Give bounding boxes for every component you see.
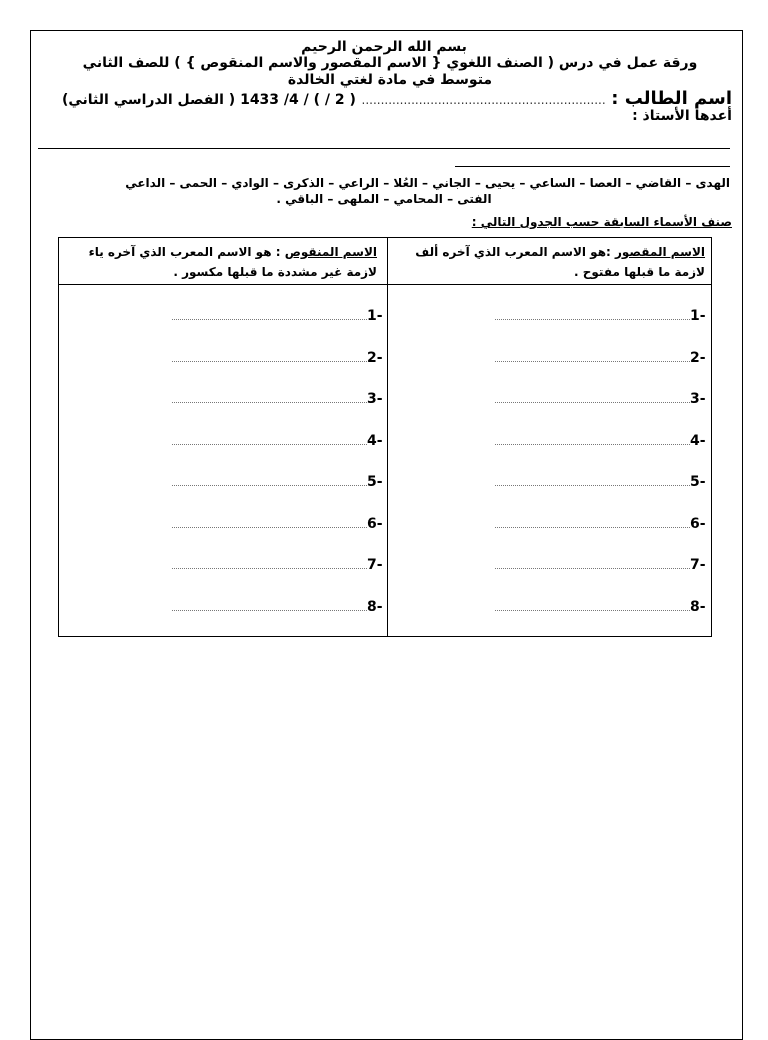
answer-blank[interactable] — [495, 392, 690, 403]
row-number: 2- — [690, 350, 706, 366]
row-number: 4- — [367, 433, 383, 449]
row-number: 8- — [367, 599, 383, 615]
maqsur-answer-row[interactable] — [495, 308, 706, 324]
row-number: 2- — [367, 350, 383, 366]
word-bank-line2: الفتى – المحامي – الملهى – الباقي . — [276, 192, 492, 206]
answer-blank[interactable] — [172, 600, 367, 611]
answer-blank[interactable] — [172, 351, 367, 362]
answer-blank[interactable] — [172, 309, 367, 320]
word-bank-line1: الهدى – القاضي – العصا – الساعي – يحيى – الجاني – العُلا – الراعي – الذكرى – الوادي – الحمى – الداعي — [125, 176, 730, 190]
header-divider — [38, 148, 730, 149]
maqsur-answer-row[interactable] — [495, 516, 706, 532]
manqus-answer-row[interactable] — [172, 350, 383, 366]
maqsur-answer-row[interactable] — [495, 599, 706, 615]
row-number: 7- — [690, 557, 706, 573]
manqus-answer-row[interactable] — [172, 516, 383, 532]
row-number: 3- — [367, 391, 383, 407]
answer-blank[interactable] — [495, 309, 690, 320]
header-row-divider — [59, 284, 711, 285]
answer-blank[interactable] — [495, 600, 690, 611]
instruction-text: صنف الأسماء السابقة حسب الجدول التالي : — [471, 215, 732, 229]
student-name-field[interactable]: ................................................................ — [361, 93, 606, 107]
maqsur-answer-row[interactable] — [495, 557, 706, 573]
row-number: 6- — [367, 516, 383, 532]
manqus-answer-row[interactable] — [172, 557, 383, 573]
student-info-row — [60, 88, 732, 110]
maqsur-answer-row[interactable] — [495, 474, 706, 490]
manqus-answer-row[interactable] — [172, 308, 383, 324]
student-name-label: اسم الطالب : — [611, 88, 732, 109]
maqsur-answer-row[interactable] — [495, 350, 706, 366]
answer-blank[interactable] — [172, 517, 367, 528]
basmala: بسم الله الرحمن الرحيم — [301, 39, 467, 55]
manqus-answer-row[interactable] — [172, 599, 383, 615]
answer-blank[interactable] — [495, 558, 690, 569]
answer-blank[interactable] — [495, 434, 690, 445]
row-number: 5- — [367, 474, 383, 490]
maqsur-answer-row[interactable] — [495, 433, 706, 449]
maqsur-answer-row[interactable] — [495, 391, 706, 407]
answer-blank[interactable] — [172, 475, 367, 486]
answer-blank[interactable] — [172, 558, 367, 569]
answer-blank[interactable] — [495, 517, 690, 528]
manqus-answer-row[interactable] — [172, 433, 383, 449]
maqsur-term: الاسم المقصور — [615, 245, 705, 259]
maqsur-column-header — [390, 242, 705, 282]
teacher-label: أعدها الأستاذ : — [632, 108, 732, 124]
answer-blank[interactable] — [495, 351, 690, 362]
manqus-term: الاسم المنقوص — [284, 245, 377, 259]
row-number: 1- — [367, 308, 383, 324]
date-and-semester: ( 2 / ) / 4/ 1433 ( الفصل الدراسي الثاني) — [61, 92, 356, 108]
answer-blank[interactable] — [172, 434, 367, 445]
classification-table — [58, 237, 712, 637]
maqsur-definition: :هو الاسم المعرب الذي آخره ألف لازمة ما قبلها مفتوح . — [415, 245, 705, 279]
answer-blank[interactable] — [495, 475, 690, 486]
short-divider — [455, 166, 730, 167]
row-number: 6- — [690, 516, 706, 532]
manqus-column-header — [65, 242, 377, 282]
column-divider — [387, 238, 388, 636]
row-number: 1- — [690, 308, 706, 324]
worksheet-title-line2: متوسط في مادة لغتي الخالدة — [287, 72, 493, 88]
row-number: 5- — [690, 474, 706, 490]
manqus-answer-row[interactable] — [172, 474, 383, 490]
answer-blank[interactable] — [172, 392, 367, 403]
row-number: 8- — [690, 599, 706, 615]
manqus-answer-row[interactable] — [172, 391, 383, 407]
row-number: 4- — [690, 433, 706, 449]
manqus-definition: : هو الاسم المعرب الذي آخره ياء لازمة غير مشددة ما قبلها مكسور . — [88, 245, 377, 279]
row-number: 3- — [690, 391, 706, 407]
worksheet-title-line1: ورقة عمل في درس ( الصنف اللغوي { الاسم المقصور والاسم المنقوص } ) للصف الثاني — [82, 55, 698, 71]
row-number: 7- — [367, 557, 383, 573]
